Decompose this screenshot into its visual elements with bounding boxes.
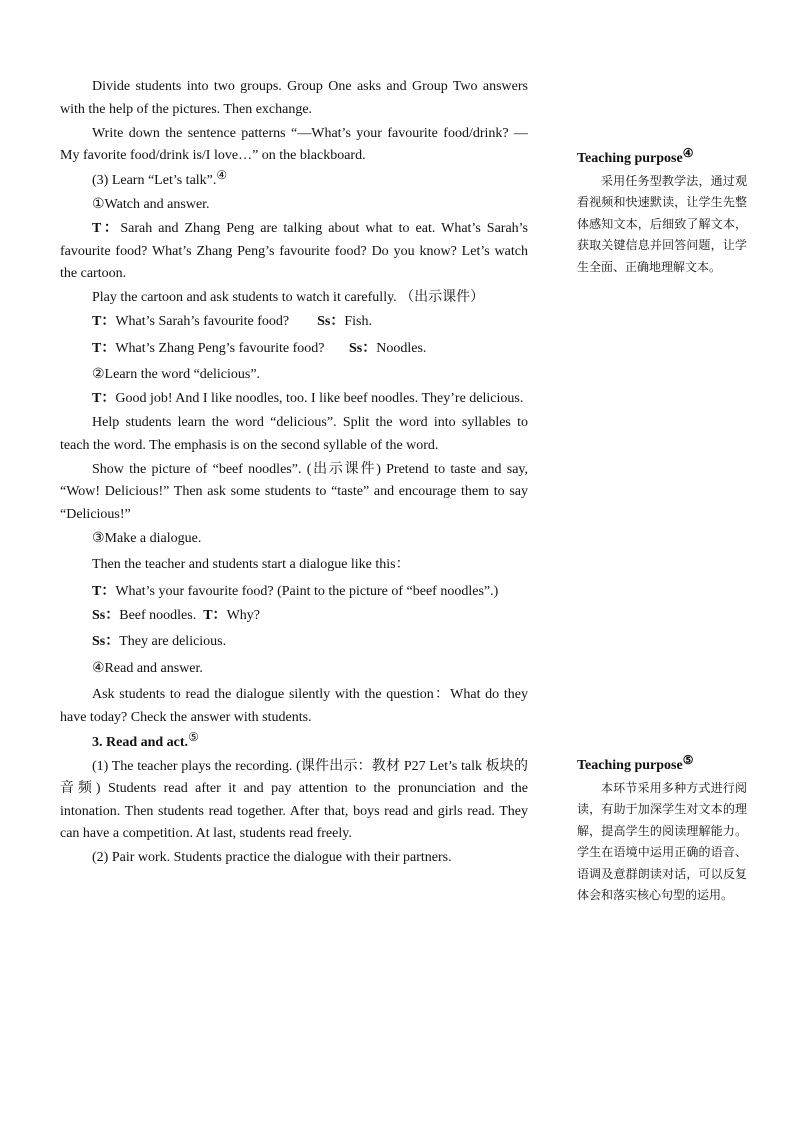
paragraph-show-picture: Show the picture of “beef noodles”. (出示课件) Pretend to taste and say, “Wow! Delicious!” Then ask some students to “taste” and encourage them to say “Delicious!” [60,461,528,522]
dialogue-teacher-noodles [60,388,528,411]
paragraph-read-silently: Ask students to read the dialogue silently with the question：What do they have today? Check the answer with students. [60,687,528,725]
heading-text: 3. Read and act. [92,734,189,750]
note-title [577,148,747,170]
note-title [577,755,747,777]
dialogue-beef-noodles [60,605,528,628]
footnote-marker-4: ④ [216,168,228,182]
answer-text: Fish. [344,314,372,329]
dialogue-text: Sarah and Zhang Peng are talking about what to eat. What’s Sarah’s favourite food? What’s Zhang Peng’s favourite food? Do you know? Let’s watch the cartoon. [60,221,529,281]
footnote-marker-5: ⑤ [188,729,199,744]
speaker-t: T： [203,607,227,623]
paragraph-sentence-patterns: Write down the sentence patterns “—What’s your favourite food/drink? —My favorite food/drink is/I love…” on the blackboard. [60,125,528,163]
dialogue-zhang-food [60,338,528,361]
note-text: 采用任务型教学法，通过观看视频和快速默读，让学生先整体感知文本，后细致了解文本，获取关键信息并回答问题，让学生全面、正确地理解文本。 [577,173,747,274]
answer-text: They are delicious. [119,634,227,649]
question-text: Why? [226,607,260,623]
paragraph-pair-work: (2) Pair work. Students practice the dialogue with their partners. [92,850,452,865]
note-title-text: Teaching purpose [577,758,683,773]
paragraph-play-cartoon: Play the cartoon and ask students to watch it carefully. （出示课件） [92,290,485,305]
paragraph-split-syllables: Help students learn the word “delicious”. Split the word into syllables to teach the word. The emphasis is on the second syllable of the word. [60,415,528,453]
speaker-ss: Ss： [92,607,120,623]
dialogue-teacher-favourite [60,581,528,604]
paragraph-recording: (1) The teacher plays the recording. (课件出示：教材 P27 Let’s talk 板块的音频) Students read after it and pay attention to the pronunciation and the intonation. Then students read together. After that, boys read and girls read. They can have a competition. At last, students read freely. [60,758,528,841]
lesson-body [60,76,528,871]
dialogue-sarah-food [60,311,528,334]
note-title-text: Teaching purpose [577,151,683,166]
speaker-t: T： [92,391,116,406]
teaching-purpose-note-5 [577,755,747,907]
step-text: (3) Learn “Let’s talk”. [92,173,217,188]
speaker-ss: Ss： [349,340,377,356]
speaker-ss: Ss： [92,634,120,649]
paragraph-start-dialogue: Then the teacher and students start a dialogue like this： [92,557,410,572]
speaker-t: T： [92,340,116,356]
section-heading-read-act [60,731,528,755]
footnote-marker-4: ④ [682,146,694,160]
note-text: 本环节采用多种方式进行阅读，有助于加深学生对文本的理解，提高学生的阅读理解能力。学生在语境中运用正确的语音、语调及意群朗读对话，可以反复体会和落实核心句型的运用。 [577,780,747,902]
substep-watch-answer: ①Watch and answer. [92,197,210,212]
substep-learn-delicious: ②Learn the word “delicious”. [92,367,261,382]
question-text: What’s Sarah’s favourite food? [115,314,290,329]
dialogue-teacher-intro [60,218,528,286]
speaker-t: T： [92,221,121,236]
dialogue-text: Good job! And I like noodles, too. I like beef noodles. They’re delicious. [115,391,524,406]
paragraph-group-work: Divide students into two groups. Group One asks and Group Two answers with the help of the pictures. Then exchange. [60,79,528,117]
step-learn-lets-talk [60,169,528,193]
substep-read-answer: ④Read and answer. [92,660,203,676]
answer-text: Beef noodles. [119,607,197,623]
answer-text: Noodles. [376,340,427,356]
speaker-t: T： [92,583,116,599]
footnote-marker-5: ⑤ [682,753,694,767]
speaker-ss: Ss： [317,314,345,329]
question-text: What’s Zhang Peng’s favourite food? [115,340,325,356]
dialogue-text: What’s your favourite food? (Paint to the picture of “beef noodles”.) [115,583,499,599]
teaching-purpose-note-4 [577,148,747,278]
dialogue-delicious [60,631,528,654]
substep-make-dialogue: ③Make a dialogue. [92,530,202,546]
speaker-t: T： [92,314,116,329]
